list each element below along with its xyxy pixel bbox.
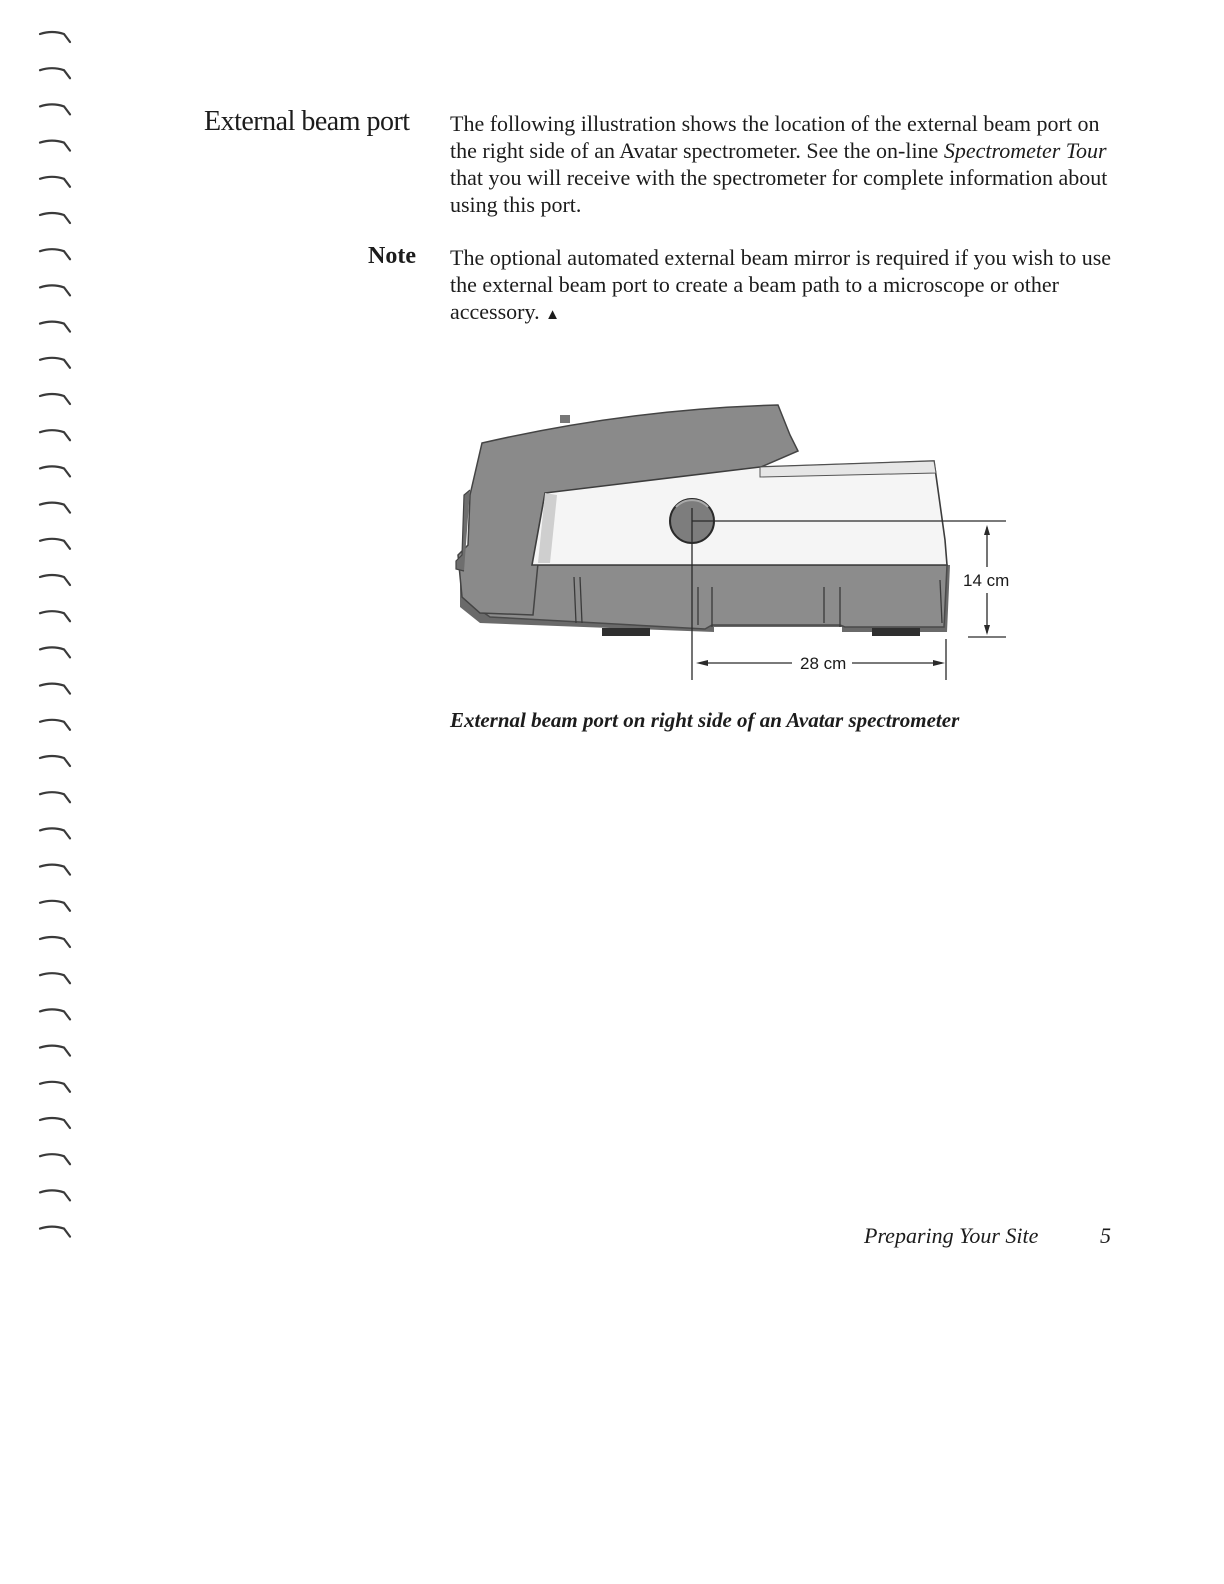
intro-paragraph: The following illustration shows the location of the external beam port on the right side of an Avatar spectrometer. See the on-line Spectrometer Tour that you will receive with the spectrometer for complete information about using this port. [450,111,1108,217]
binding-hole [40,141,70,151]
binding-hole [40,937,70,947]
end-mark-icon: ▲ [545,307,560,323]
binding-hole [40,865,70,875]
binding-hole [40,503,70,513]
spectrometer-tour-title: Spectrometer Tour [943,138,1107,163]
binding-hole [40,1046,70,1056]
binding-hole [40,1009,70,1019]
binding-hole [40,973,70,983]
binding-hole [40,1154,70,1164]
binding-hole [40,1118,70,1128]
section-heading: External beam port [204,106,410,137]
binding-hole [40,756,70,766]
binding-hole [40,1190,70,1200]
binding-hole [40,901,70,911]
footer-title: Preparing Your Site [864,1223,1039,1248]
binding-hole [40,285,70,295]
binding-hole [40,575,70,585]
binding-hole [40,32,70,42]
binding-hole [40,611,70,621]
binding-hole [40,1082,70,1092]
binding-hole [40,539,70,549]
binding-hole [40,684,70,694]
binding-hole [40,1227,70,1237]
binding-hole [40,177,70,187]
spectrometer-lower-body [470,565,947,629]
binding-hole [40,322,70,332]
binding-hole [40,828,70,838]
binding-hole [40,104,70,114]
binding-hole [40,358,70,368]
spectrometer-illustration [450,395,1030,685]
binding-hole [40,792,70,802]
binding-hole [40,249,70,259]
binding-hole [40,647,70,657]
page-number: 5 [1100,1223,1111,1248]
note-label: Note [368,243,416,269]
spiral-binding [30,20,90,1290]
binding-hole [40,394,70,404]
binding-hole [40,68,70,78]
binding-hole [40,720,70,730]
height-dimension-label: 14 cm [963,571,1010,590]
width-dimension-label: 28 cm [800,654,847,673]
figure-caption: External beam port on right side of an Avatar spectrometer [450,708,960,732]
binding-hole [40,466,70,476]
binding-hole [40,213,70,223]
note-paragraph: The optional automated external beam mirror is required if you wish to use the external beam port to create a beam path to a microscope or other accessory. ▲ [450,245,1112,324]
binding-hole [40,430,70,440]
